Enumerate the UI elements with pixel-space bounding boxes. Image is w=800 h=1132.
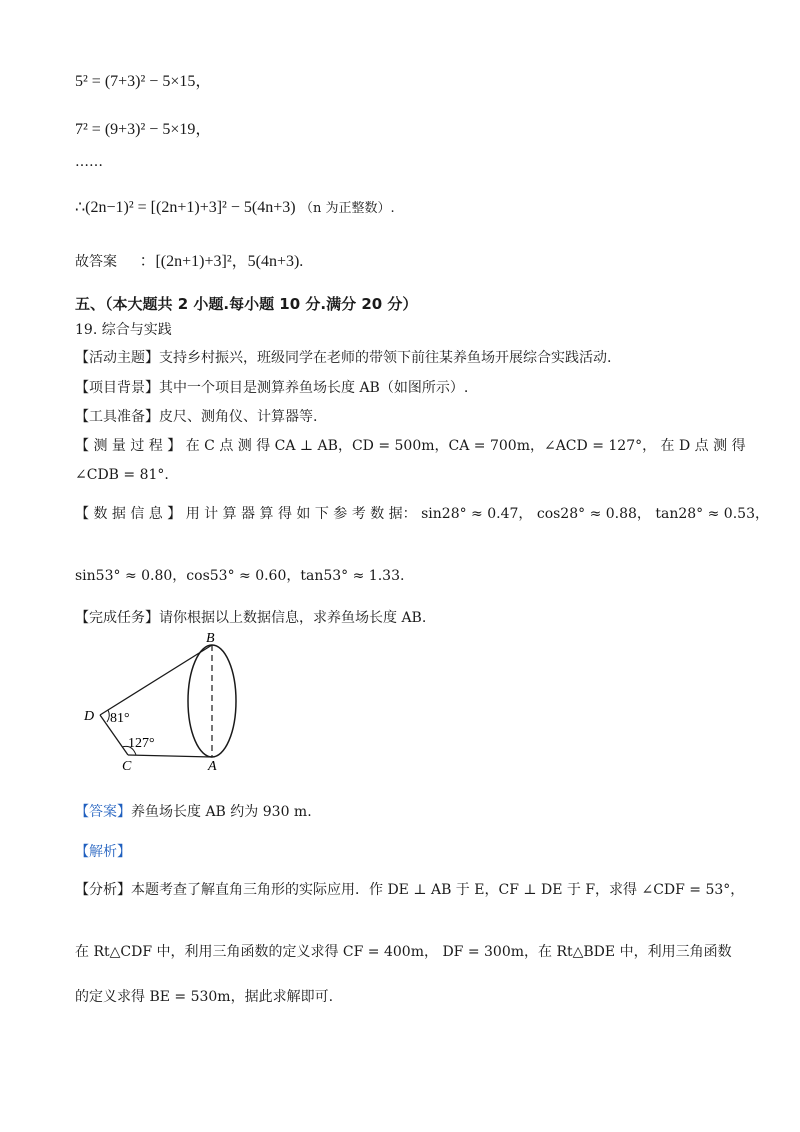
- segment-CA: [128, 755, 212, 757]
- analysis-tag: 【解析】: [75, 844, 131, 860]
- answer-formula: ：[(2n+1)+3]²，5(4n+3).: [139, 253, 304, 270]
- question-number: 19. 综合与实践: [75, 322, 172, 338]
- data-info-1: 【 数 据 信 息 】 用 计 算 器 算 得 如 下 参 考 数 据： sin28° ≈ 0.47， cos28° ≈ 0.88， tan28° ≈ 0.53，: [75, 506, 769, 522]
- line-5sq: 5² = (7+3)² − 5×15，: [75, 73, 212, 90]
- measure-process-2: ∠CDB = 81°.: [75, 467, 169, 483]
- label-B: B: [206, 631, 215, 646]
- data-info-2: sin53° ≈ 0.80，cos53° ≈ 0.60，tan53° ≈ 1.33.: [75, 568, 405, 584]
- angle-mark-D: [107, 710, 109, 722]
- activity-theme: 【活动主题】支持乡村振兴，班级同学在老师的带领下前往某养鱼场开展综合实践活动.: [75, 350, 612, 366]
- line-ellipsis: ……: [75, 154, 103, 170]
- answer-tag: 【答案】: [75, 804, 131, 820]
- label-C: C: [122, 759, 132, 774]
- answer-line: [75, 802, 312, 822]
- analysis-3: 的定义求得 BE = 530m，据此求解即可.: [75, 989, 334, 1005]
- section-title: 五、（本大题共 2 小题.每小题 10 分.满分 20 分）: [75, 295, 418, 313]
- line-7sq: 7² = (9+3)² − 5×19，: [75, 121, 212, 138]
- segment-DB: [100, 645, 212, 715]
- label-A: A: [208, 759, 217, 774]
- line-general-formula: [75, 198, 395, 219]
- angle-label-C: 127°: [128, 736, 155, 751]
- line-final-answer: [75, 252, 303, 272]
- analysis-2: 在 Rt△CDF 中，利用三角函数的定义求得 CF = 400m， DF = 300m，在 Rt△BDE 中，利用三角函数: [75, 944, 732, 960]
- measure-process-1: 【 测 量 过 程 】 在 C 点 测 得 CA ⊥ AB，CD = 500m，CA = 700m，∠ACD = 127°， 在 D 点 测 得: [75, 438, 746, 454]
- analysis-1: 【分析】本题考查了解直角三角形的实际应用．作 DE ⊥ AB 于 E，CF ⊥ DE 于 F，求得 ∠CDF = 53°，: [75, 882, 745, 898]
- fish-farm-diagram: [80, 630, 260, 775]
- label-D: D: [84, 709, 95, 724]
- answer-text: 养鱼场长度 AB 约为 930 m.: [131, 804, 312, 820]
- tool-preparation: 【工具准备】皮尺、测角仪、计算器等.: [75, 409, 318, 425]
- formula-condition: （n 为正整数）.: [300, 201, 395, 216]
- general-formula: ∴(2n−1)² = [(2n+1)+3]² − 5(4n+3): [75, 199, 296, 216]
- answer-label: 故答案: [75, 254, 117, 270]
- task: 【完成任务】请你根据以上数据信息，求养鱼场长度 AB.: [75, 610, 427, 626]
- angle-label-D: 81°: [110, 711, 130, 726]
- project-background: 【项目背景】其中一个项目是测算养鱼场长度 AB（如图所示）.: [75, 380, 469, 396]
